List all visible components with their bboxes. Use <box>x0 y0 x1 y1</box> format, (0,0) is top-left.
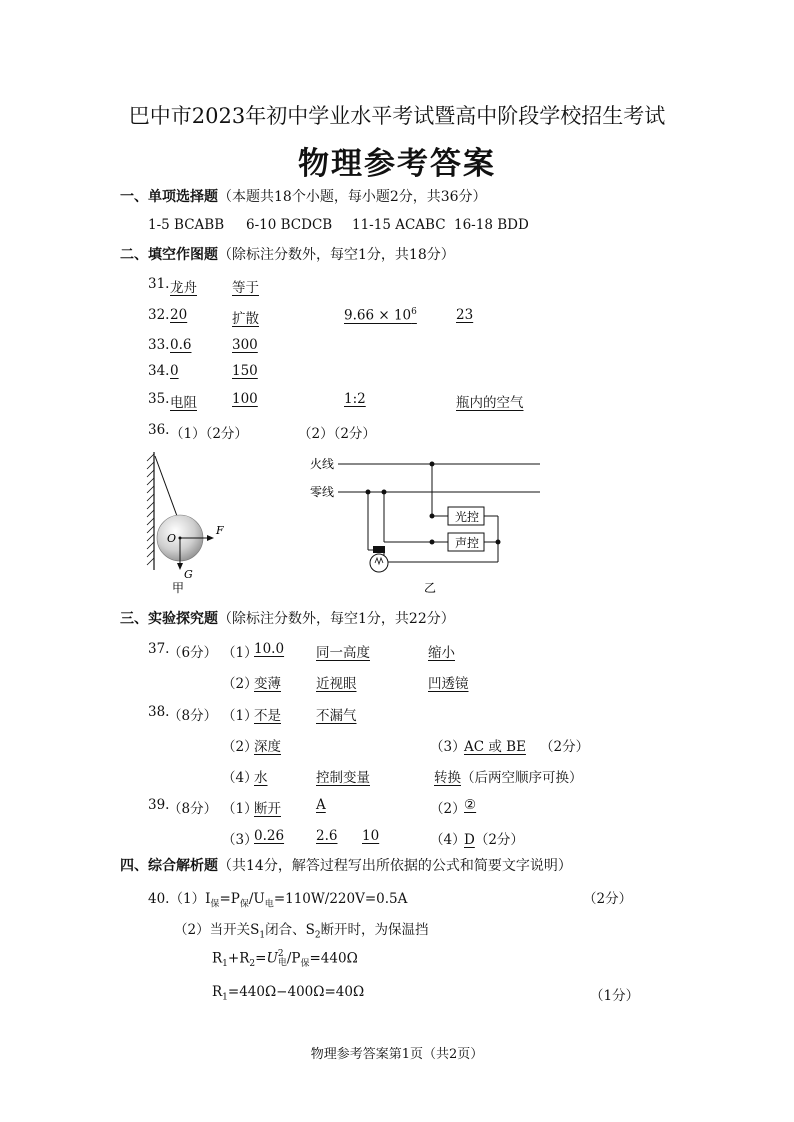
q40-line-1-score: （2分） <box>583 891 633 907</box>
q39-answer-6: 10 <box>362 828 380 844</box>
q37-part-2: （2） <box>222 676 258 692</box>
q40-part-1: （1） <box>169 891 206 907</box>
q32-answer-1: 20 <box>170 307 188 323</box>
s1-subscript: 1 <box>259 930 266 941</box>
section4-header <box>120 855 572 875</box>
q34-num: 34. <box>148 363 170 379</box>
section4-heading: 四、综合解析题 <box>120 858 218 874</box>
u-symbol: U <box>266 950 278 967</box>
q38-answer-6: 控制变量 <box>316 770 370 786</box>
q38-part-3: （3） <box>430 739 466 755</box>
q39-answer-2: A <box>316 797 326 813</box>
q39-part-1: （1） <box>222 801 258 817</box>
page-footer: 物理参考答案第1页（共2页） <box>310 1047 484 1062</box>
section2-note: （除标注分数外，每空1分，共18分） <box>218 247 455 263</box>
q40-line-4 <box>212 984 364 1003</box>
eq-part: =P <box>219 891 240 907</box>
q34-answer-1: 0 <box>170 363 179 379</box>
q37-num: 37. <box>148 641 170 657</box>
q37-answer-5: 近视眼 <box>316 676 357 692</box>
plus-r: +R <box>227 950 250 967</box>
q32-num: 32. <box>148 307 170 323</box>
q40-line-4-result: =440Ω−400Ω=40Ω <box>227 984 365 1000</box>
power-subscript: 保 <box>239 899 249 910</box>
caption-yi: 乙 <box>424 581 437 595</box>
q39-answer-7-score: （2分） <box>474 832 524 848</box>
q38-num: 38. <box>148 704 170 720</box>
q40-line-4-score: （1分） <box>590 988 640 1004</box>
q38-answer-5: 水 <box>254 770 268 786</box>
q37-answer-3: 缩小 <box>428 645 455 661</box>
wall <box>147 452 154 570</box>
q38-answer-7-group <box>434 766 583 786</box>
r-symbol: R <box>212 950 223 967</box>
q33-num: 33. <box>148 337 170 353</box>
q38-score: （8分） <box>168 708 218 724</box>
q35-answer-3: 1:2 <box>344 391 366 407</box>
q40-num: 40. <box>148 891 170 907</box>
string <box>155 456 177 516</box>
q39-answer-3: ② <box>464 797 477 813</box>
q38-answer-7: 转换 <box>434 770 461 786</box>
current-symbol: I <box>205 891 211 907</box>
answer-11-15: 11-15 ACABC <box>352 217 446 233</box>
q32-answer-3-exp: 6 <box>411 307 417 317</box>
q40-line-3-result: =440Ω <box>309 950 358 967</box>
section1-header <box>120 186 487 206</box>
q31-answer-2: 等于 <box>232 280 259 296</box>
figure-yi-circuit-diagram <box>300 452 550 597</box>
q35-answer-2: 100 <box>232 391 258 407</box>
q32-answer-3-base: 9.66 × 10 <box>344 307 412 324</box>
section3-heading: 三、实验探究题 <box>120 611 218 627</box>
section1-note: （本题共18个小题，每小题2分，共36分） <box>218 189 487 205</box>
q32-answer-3 <box>344 307 417 324</box>
q39-part-3: （3） <box>222 832 258 848</box>
label-sound-control: 声控 <box>455 536 480 550</box>
q33-answer-2: 300 <box>232 337 258 353</box>
voltage-part: /U <box>248 891 265 907</box>
q36-part-2: （2）（2分） <box>298 426 376 442</box>
q40-line-3 <box>212 950 358 969</box>
figure-jia-ball-diagram <box>140 450 250 595</box>
page-subtitle: 物理参考答案 <box>298 146 496 182</box>
q39-answer-7-group <box>464 828 524 848</box>
q39-answer-5: 2.6 <box>316 828 338 844</box>
q37-answer-4: 变薄 <box>254 676 281 692</box>
current-subscript: 保 <box>210 899 220 910</box>
q40-line-1-result: =110W/220V=0.5A <box>273 891 408 907</box>
q37-answer-2: 同一高度 <box>316 645 370 661</box>
q40-line-2-a: （2）当开关S <box>174 922 260 938</box>
q39-answer-7: D <box>464 832 475 848</box>
q34-answer-2: 150 <box>232 363 258 379</box>
label-live-wire: 火线 <box>310 457 335 471</box>
section3-note: （除标注分数外，每空1分，共22分） <box>218 611 455 627</box>
section4-note: （共14分，解答过程写出所依据的公式和简要文字说明） <box>218 858 572 874</box>
q38-answer-1: 不是 <box>254 708 281 724</box>
p-subscript: 保 <box>300 959 310 970</box>
u-indices <box>278 950 287 968</box>
q40-line-2 <box>174 918 429 941</box>
q38-part-1: （1） <box>222 708 258 724</box>
r-symbol-2: R <box>212 984 223 1000</box>
q38-answer-4-score: （2分） <box>540 739 590 755</box>
q36-num: 36. <box>148 422 170 438</box>
q37-answer-1: 10.0 <box>254 641 285 657</box>
q38-answer-7-note: （后两空顺序可换） <box>461 770 583 786</box>
q31-answer-1: 龙舟 <box>170 280 197 296</box>
q32-answer-2: 扩散 <box>232 311 259 327</box>
answer-6-10: 6-10 BCDCB <box>246 217 333 233</box>
q40-line-1 <box>148 887 407 910</box>
answer-1-5: 1-5 BCABB <box>148 217 225 233</box>
q37-answer-6: 凹透镜 <box>428 676 469 692</box>
s2-subscript: 2 <box>314 930 321 941</box>
r2-subscript: 2 <box>249 959 256 970</box>
label-neutral-wire: 零线 <box>310 485 335 499</box>
q36-part-1: （1）（2分） <box>170 426 248 442</box>
q38-answer-3: 深度 <box>254 739 281 755</box>
section2-heading: 二、填空作图题 <box>120 247 218 263</box>
label-light-control: 光控 <box>455 510 480 524</box>
voltage-subscript: 电 <box>264 899 274 910</box>
q39-part-2: （2） <box>430 801 466 817</box>
label-F: F <box>216 524 224 537</box>
label-O: O <box>167 532 177 545</box>
q40-line-2-c: 断开时，为保温挡 <box>320 922 429 938</box>
q39-score: （8分） <box>168 801 218 817</box>
u-subscript: 电 <box>277 958 287 968</box>
u-superscript: 2 <box>277 949 284 959</box>
q37-score: （6分） <box>168 645 218 661</box>
q38-part-2: （2） <box>222 739 258 755</box>
q39-num: 39. <box>148 797 170 813</box>
section1-heading: 一、单项选择题 <box>120 189 218 205</box>
q39-answer-4: 0.26 <box>254 828 285 844</box>
page-title: 巴中市2023年初中学业水平考试暨高中阶段学校招生考试 <box>128 104 666 128</box>
section3-header <box>120 608 455 628</box>
q35-num: 35. <box>148 391 170 407</box>
q35-answer-1: 电阻 <box>170 395 197 411</box>
q39-part-4: （4） <box>430 832 466 848</box>
q38-answer-4: AC 或 BE <box>464 739 526 755</box>
q39-answer-1: 断开 <box>254 801 281 817</box>
q32-answer-4: 23 <box>456 307 474 323</box>
section2-header <box>120 244 455 264</box>
equals: = <box>255 950 267 967</box>
q38-answer-2: 不漏气 <box>316 708 357 724</box>
q31-num: 31. <box>148 276 170 292</box>
caption-jia: 甲 <box>172 581 185 595</box>
label-G: G <box>184 568 193 581</box>
q38-part-4: （4） <box>222 770 258 786</box>
r1-subscript-2: 1 <box>222 992 228 1003</box>
over-p: /P <box>286 950 301 967</box>
q35-answer-4: 瓶内的空气 <box>456 395 524 411</box>
q37-part-1: （1） <box>222 645 258 661</box>
q33-answer-1: 0.6 <box>170 337 192 353</box>
q40-line-2-b: 闭合、S <box>265 922 315 938</box>
r1-subscript: 1 <box>222 959 228 970</box>
answer-16-18: 16-18 BDD <box>454 217 529 233</box>
